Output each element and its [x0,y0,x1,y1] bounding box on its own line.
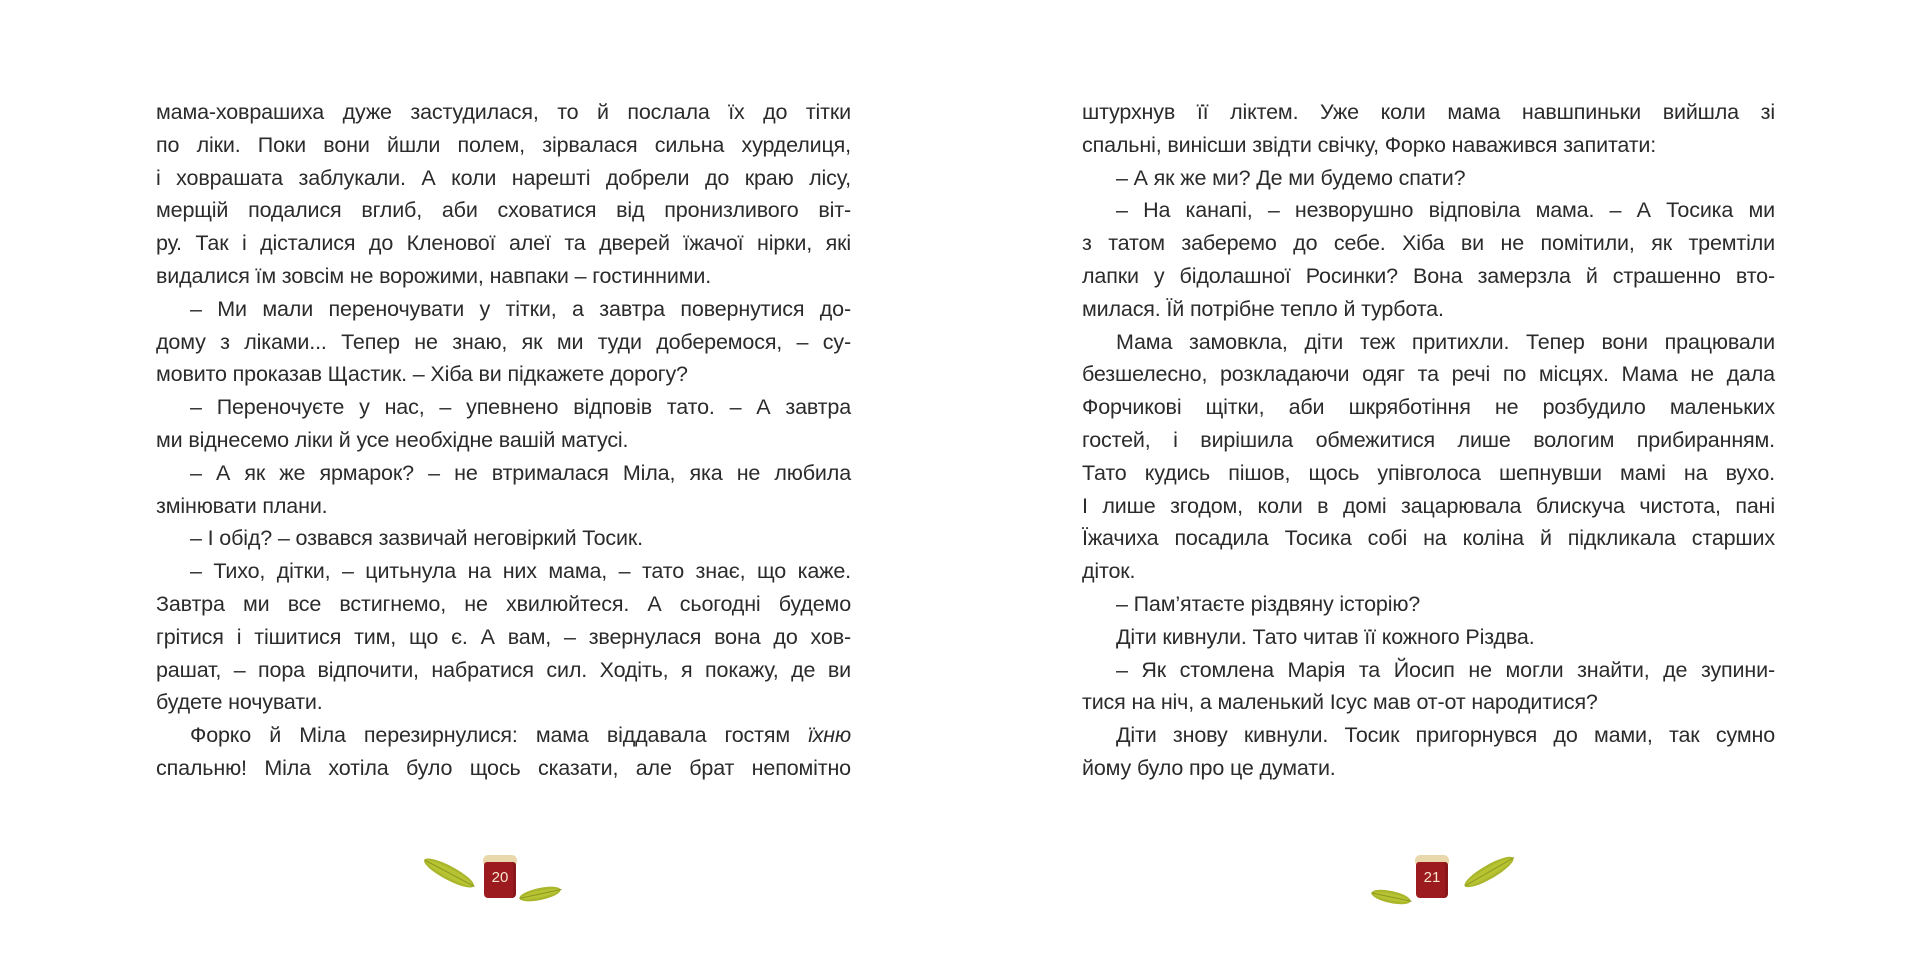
text-line: змінювати плани. [156,493,328,518]
text-line: – Тихо, дітки, – цитьнула на них мама, – тато знає, що каже. [190,559,851,584]
text-line: штурхнув її ліктем. Уже коли мама навшпиньки вийшла зі [1082,100,1775,124]
text-line: тися на ніч, а маленький Ісус мав от-от народитися? [1082,690,1598,715]
text-line: будете ночувати. [156,690,323,715]
text-line: милася. Їй потрібне тепло й турбота. [1082,296,1444,321]
text-line: – І обід? – озвався зазвичай неговіркий Тосик. [190,526,643,551]
text-line: – Як стомлена Марія та Йосип не могли знайти, де зупини- [1116,657,1775,682]
text-run: Форко й Міла перезирнулися: мама віддавала гостям [190,723,809,748]
jam-jar-icon [1416,855,1448,899]
text-line: з татом заберемо до себе. Хіба ви не помітили, як тремтіли [1082,231,1775,256]
text-line: мерщій подалися вглиб, аби сховатися від пронизливого віт- [156,198,851,223]
text-line: дому з ліками... Тепер не знаю, як ми туди доберемося, – су- [156,329,851,354]
text-line: – Пам’ятаєте різдвяну історію? [1116,591,1421,616]
text-line: мама-ховрашиха дуже застудилася, то й послала їх до тітки [156,100,851,124]
text-line: Тато кудись пішов, щось упівголоса шепнувши мамі на вухо. [1082,460,1775,485]
text-line: спальню! Міла хотіла було щось сказати, але брат непомітно [156,755,851,780]
text-line: Діти кивнули. Тато читав її кожного Різдва. [1116,624,1535,649]
text-line: і ховрашата заблукали. А коли нарешті добрели до краю лісу, [156,165,851,190]
page-number-ornament-left [410,846,590,916]
text-line: по ліки. Поки вони йшли полем, зірвалася сильна хурделиця, [156,132,851,157]
jam-jar-icon [484,855,516,899]
left-page-text [156,96,851,785]
text-line: лапки у бідолашної Росинки? Вона замерзла й страшенно вто- [1082,263,1775,288]
text-line: Їжачиха посадила Тосика собі на коліна й підкликала старших [1082,526,1775,551]
text-line: ру. Так і дісталися до Кленової алеї та дверей їжачої нірки, які [156,231,851,256]
text-line: видалися їм зовсім не ворожими, навпаки – гостинними. [156,263,712,288]
text-line: Завтра ми все встигнемо, не хвилюйтеся. А сьогодні будемо [156,591,851,616]
text-line: Мама замовкла, діти теж притихли. Тепер вони працювали [1116,329,1775,354]
text-line: Форчикові щітки, аби шкряботіння не розбудило маленьких [1082,395,1775,420]
pine-branch-icon [516,882,564,906]
right-page [960,0,1920,958]
text-line: йому було про це думати. [1082,755,1336,780]
text-line: І лише згодом, коли в домі зацарювала блискуча чистота, пані [1082,493,1775,518]
text-line [156,719,851,752]
text-line: – А як же ярмарок? – не втрималася Міла, яка не любила [190,460,851,485]
pine-branch-icon [1458,854,1520,890]
page-number: 21 [1423,869,1441,886]
text-line: Діти знову кивнули. Тосик пригорнувся до мами, так сумно [1116,723,1775,748]
right-page-text [1082,96,1775,785]
text-line: мовито проказав Щастик. – Хіба ви підкажете дорогу? [156,362,688,387]
text-line: діток. [1082,559,1136,584]
text-line: – А як же ми? Де ми будемо спати? [1116,165,1466,190]
page-number: 20 [491,869,509,886]
text-line: спальні, винісши звідти свічку, Форко наважився запитати: [1082,132,1657,157]
text-line: – Ми мали переночувати у тітки, а завтра повернутися до- [190,296,851,321]
pine-branch-icon [418,856,480,890]
text-line: ми віднесемо ліки й усе необхідне вашій матусі. [156,427,629,452]
text-line: рашат, – пора відпочити, набратися сил. Ходіть, я покажу, де ви [156,657,851,682]
text-line: безшелесно, розкладаючи одяг та речі по місцях. Мама не дала [1082,362,1775,387]
text-line: гостей, і вирішила обмежитися лише вологим прибиранням. [1082,427,1775,452]
page-number-ornament-right [1360,846,1540,916]
pine-branch-icon [1368,886,1414,908]
italic-emphasis: їхню [808,723,851,748]
text-line: – Переночуєте у нас, – упевнено відповів тато. – А завтра [190,395,851,420]
text-line: – На канапі, – незворушно відповіла мама. – А Тосика ми [1116,198,1775,223]
text-line: грітися і тішитися тим, що є. А вам, – звернулася вона до хов- [156,624,851,649]
